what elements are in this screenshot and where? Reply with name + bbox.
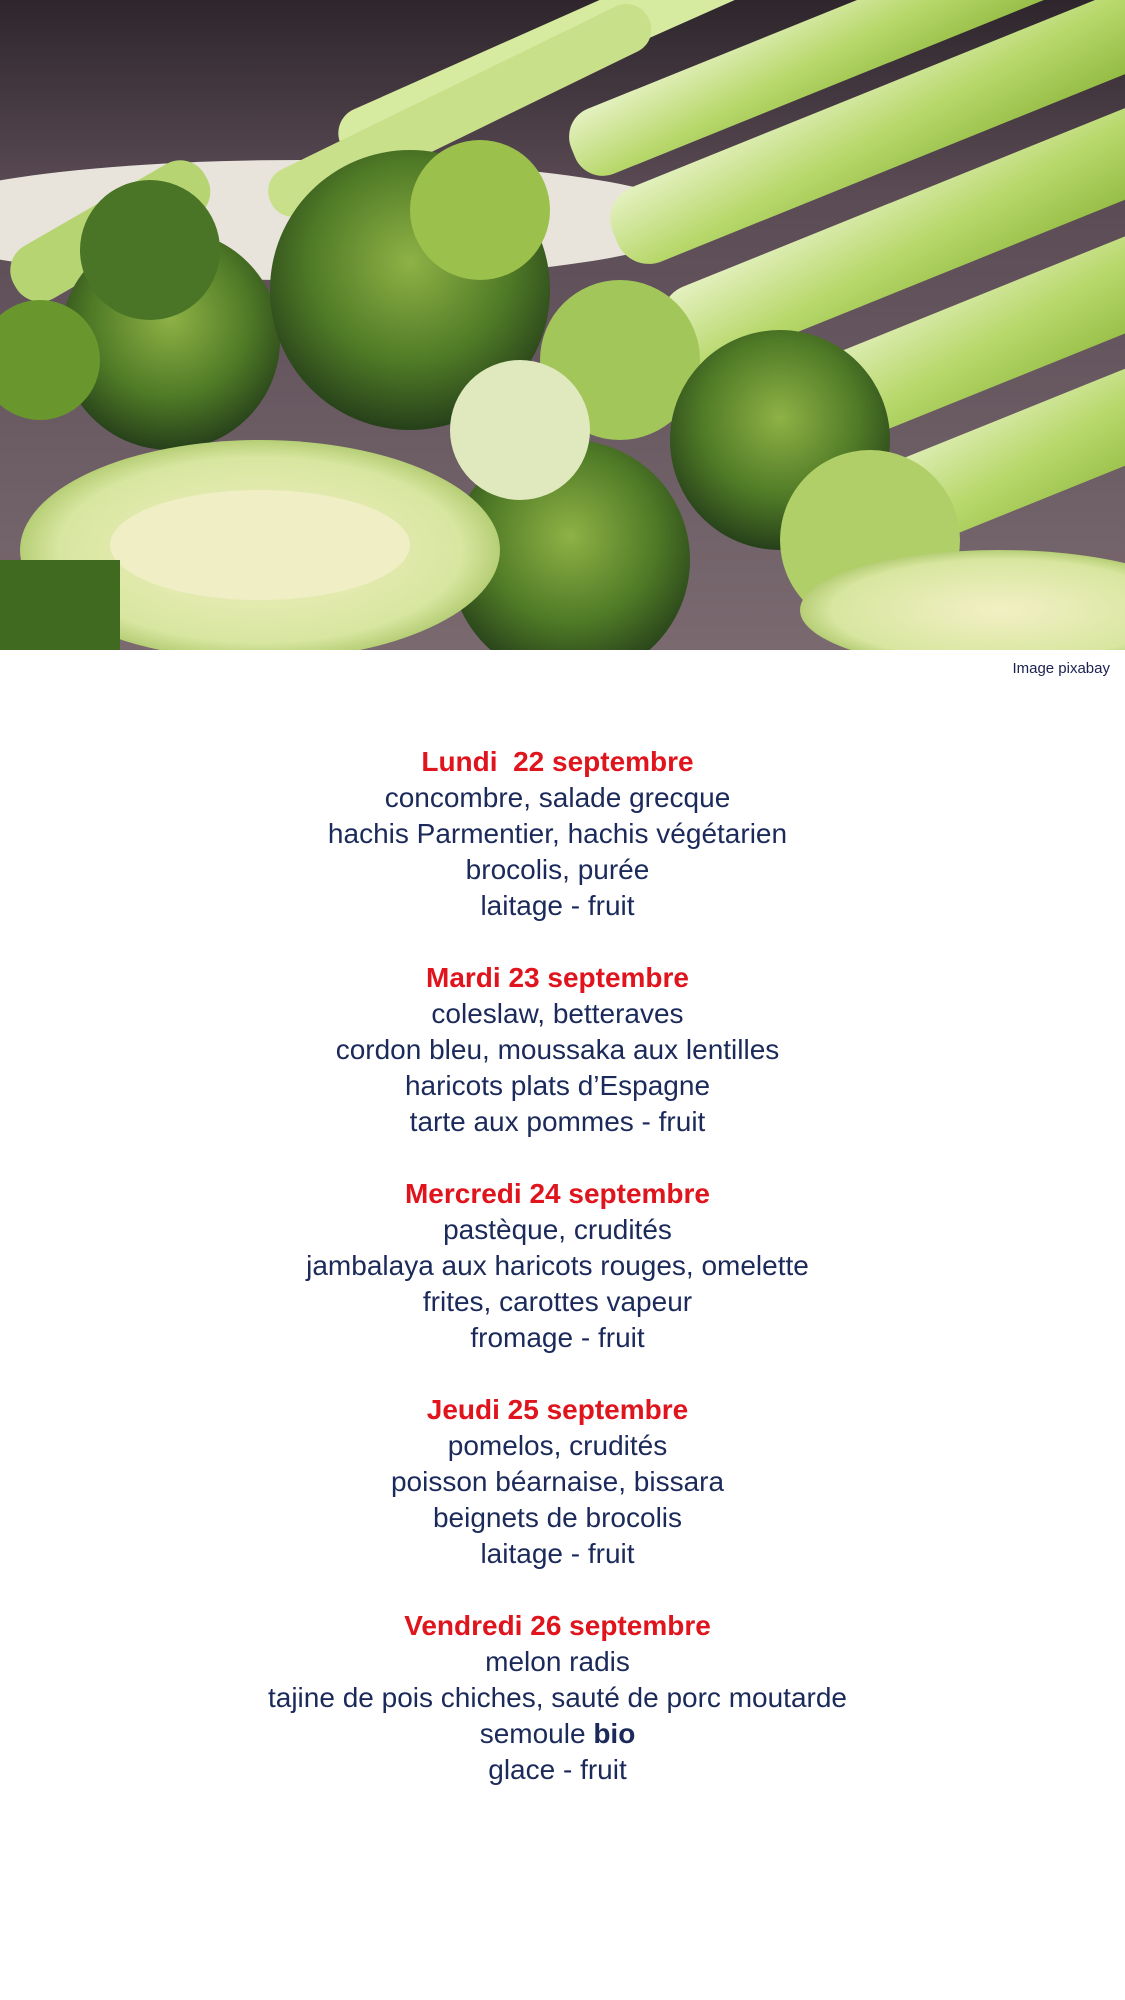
day-monday (0, 744, 1115, 924)
dish-line: fromage - fruit (470, 1322, 645, 1353)
weekly-menu (0, 744, 1115, 1824)
day-title: Jeudi 25 septembre (426, 1394, 689, 1425)
semoule-text: semoule (479, 1718, 594, 1749)
dish-line: pomelos, crudités (447, 1430, 668, 1461)
dish-line: melon radis (485, 1646, 630, 1677)
dish-line: brocolis, purée (465, 854, 650, 885)
day-title: Vendredi 26 septembre (404, 1610, 711, 1641)
dish-line: hachis Parmentier, hachis végétarien (327, 818, 788, 849)
dish-line: cordon bleu, moussaka aux lentilles (335, 1034, 780, 1065)
dish-line: laitage - fruit (480, 1538, 635, 1569)
dish-line: haricots plats d’Espagne (404, 1070, 711, 1101)
dish-line: jambalaya aux haricots rouges, omelette (306, 1250, 809, 1281)
day-tuesday (0, 960, 1115, 1140)
dish-line: glace - fruit (488, 1754, 627, 1785)
dish-line: poisson béarnaise, bissara (390, 1466, 725, 1497)
dish-line: frites, carottes vapeur (422, 1286, 693, 1317)
bio-label: bio (593, 1718, 636, 1749)
dish-line: pastèque, crudités (443, 1214, 672, 1245)
dish-line: laitage - fruit (480, 890, 635, 921)
day-friday (0, 1608, 1115, 1788)
dish-line: tajine de pois chiches, sauté de porc moutarde (267, 1682, 848, 1713)
day-title: Mercredi 24 septembre (404, 1178, 711, 1209)
dish-line: coleslaw, betteraves (431, 998, 684, 1029)
day-title: Mardi 23 septembre (426, 962, 689, 993)
dish-line: tarte aux pommes - fruit (409, 1106, 706, 1137)
dish-line: concombre, salade grecque (384, 782, 731, 813)
day-wednesday (0, 1176, 1115, 1356)
day-title: Lundi 22 septembre (421, 746, 694, 777)
dish-line-semoule (0, 1716, 1115, 1752)
vegetable-platter-image (0, 0, 1125, 650)
day-thursday (0, 1392, 1115, 1572)
dish-line: beignets de brocolis (432, 1502, 683, 1533)
image-credit: Image pixabay (1012, 660, 1110, 677)
